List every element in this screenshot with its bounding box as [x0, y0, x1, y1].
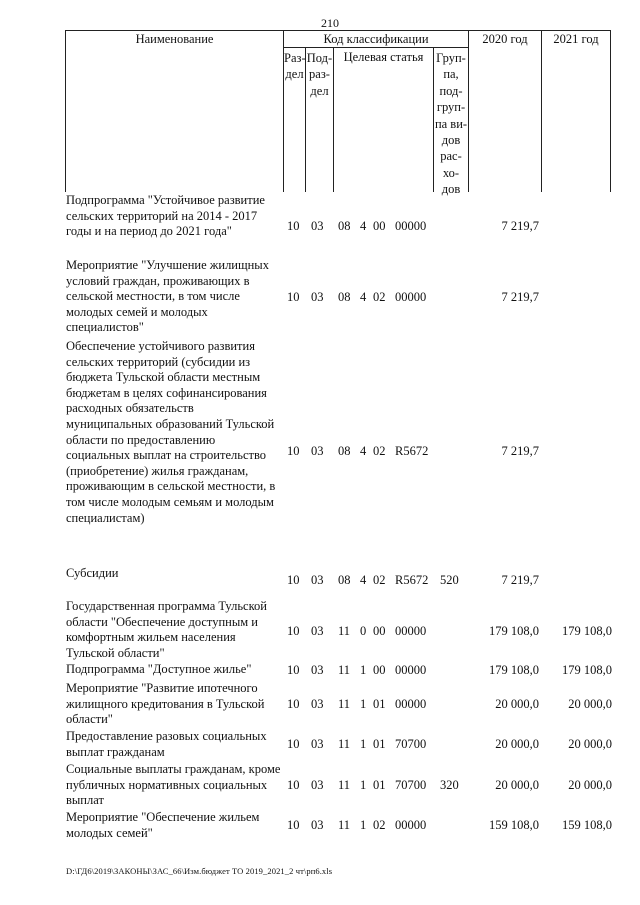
- cell-razdel: 10: [287, 219, 300, 233]
- header-2021: 2021 год: [553, 32, 599, 46]
- cell-2020: 7 219,7: [501, 444, 539, 458]
- row-name: Государственная программа Тульской области "Обеспечение доступным и комфортным жильем населения Тульской области": [66, 599, 267, 660]
- cell-target-4: R5672: [395, 573, 429, 587]
- cell-target-2: 1: [360, 663, 367, 677]
- cell-2021: 179 108,0: [562, 663, 612, 677]
- row-name: Социальные выплаты гражданам, кроме публичных нормативных социальных выплат: [66, 762, 281, 808]
- row-name: Мероприятие "Обеспечение жильем молодых семей": [66, 810, 260, 840]
- cell-group: 520: [440, 573, 459, 587]
- cell-podrazdel: 03: [311, 737, 324, 751]
- cell-target-1: 11: [338, 624, 351, 638]
- page-number: 210: [321, 16, 339, 30]
- cell-razdel: 10: [287, 778, 300, 792]
- cell-2020: 20 000,0: [495, 737, 539, 751]
- cell-target-4: 00000: [395, 290, 427, 304]
- cell-razdel: 10: [287, 624, 300, 638]
- cell-target-2: 4: [360, 444, 367, 458]
- cell-target-2: 0: [360, 624, 367, 638]
- cell-razdel: 10: [287, 737, 300, 751]
- cell-target-3: 01: [373, 697, 386, 711]
- cell-2020: 179 108,0: [489, 624, 539, 638]
- cell-podrazdel: 03: [311, 778, 324, 792]
- cell-2020: 7 219,7: [501, 219, 539, 233]
- cell-2020: 7 219,7: [501, 573, 539, 587]
- cell-razdel: 10: [287, 697, 300, 711]
- cell-target-1: 11: [338, 818, 351, 832]
- cell-target-3: 02: [373, 573, 386, 587]
- cell-2020: 7 219,7: [501, 290, 539, 304]
- cell-podrazdel: 03: [311, 624, 324, 638]
- cell-target-4: 00000: [395, 697, 427, 711]
- cell-target-1: 08: [338, 573, 351, 587]
- cell-group: 320: [440, 778, 459, 792]
- cell-razdel: 10: [287, 290, 300, 304]
- cell-target-3: 00: [373, 663, 386, 677]
- cell-target-3: 02: [373, 444, 386, 458]
- row-name: Субсидии: [66, 566, 119, 580]
- cell-target-4: 00000: [395, 624, 427, 638]
- cell-2020: 20 000,0: [495, 697, 539, 711]
- footer-file-path: D:\ГД6\2019\ЗАКОНЫ\ЗАС_66\Изм.бюджет ТО 2019_2021_2 чт\рп6.xls: [66, 866, 333, 876]
- cell-target-1: 11: [338, 737, 351, 751]
- cell-target-2: 1: [360, 778, 367, 792]
- cell-podrazdel: 03: [311, 219, 324, 233]
- cell-target-4: 70700: [395, 778, 427, 792]
- cell-target-4: 00000: [395, 219, 427, 233]
- cell-2020: 20 000,0: [495, 778, 539, 792]
- cell-podrazdel: 03: [311, 444, 324, 458]
- row-name: Предоставление разовых социальных выплат гражданам: [66, 729, 267, 759]
- cell-target-1: 11: [338, 697, 351, 711]
- row-name: Обеспечение устойчивого развития сельских территорий (субсидии из бюджета Тульской области местным бюджетам в целях софинансирования расходных обязательств муниципальных образований Тульской области по предоставлению социальных выплат на строительство (приобретение) жилья гражданам, проживающим в сельской местности, в том числе молодым семьям и молодым специалистам): [66, 339, 276, 525]
- cell-razdel: 10: [287, 444, 300, 458]
- header-name: Наименование: [135, 32, 214, 46]
- cell-target-4: 00000: [395, 818, 427, 832]
- cell-podrazdel: 03: [311, 663, 324, 677]
- cell-target-2: 1: [360, 818, 367, 832]
- cell-target-3: 02: [373, 818, 386, 832]
- cell-target-3: 01: [373, 778, 386, 792]
- cell-target-3: 00: [373, 219, 386, 233]
- cell-2021: 20 000,0: [568, 778, 612, 792]
- cell-2021: 159 108,0: [562, 818, 612, 832]
- cell-razdel: 10: [287, 573, 300, 587]
- header-podrazdel: Под- раз- дел: [306, 51, 333, 98]
- cell-razdel: 10: [287, 818, 300, 832]
- cell-2021: 179 108,0: [562, 624, 612, 638]
- header-2020: 2020 год: [482, 32, 528, 46]
- cell-target-1: 11: [338, 778, 351, 792]
- cell-target-4: 70700: [395, 737, 427, 751]
- cell-target-3: 01: [373, 737, 386, 751]
- cell-target-2: 4: [360, 219, 367, 233]
- cell-target-1: 08: [338, 290, 351, 304]
- cell-podrazdel: 03: [311, 573, 324, 587]
- cell-target-2: 1: [360, 697, 367, 711]
- cell-target-4: 00000: [395, 663, 427, 677]
- cell-target-1: 08: [338, 444, 351, 458]
- cell-podrazdel: 03: [311, 697, 324, 711]
- header-razdel: Раз- дел: [284, 51, 306, 82]
- cell-podrazdel: 03: [311, 818, 324, 832]
- cell-2021: 20 000,0: [568, 737, 612, 751]
- row-name: Подпрограмма "Доступное жилье": [66, 662, 252, 676]
- cell-target-1: 08: [338, 219, 351, 233]
- cell-target-2: 1: [360, 737, 367, 751]
- cell-target-2: 4: [360, 290, 367, 304]
- cell-target-2: 4: [360, 573, 367, 587]
- cell-razdel: 10: [287, 663, 300, 677]
- header-group: Груп- па, под- груп- па ви- дов рас- хо- дов: [434, 51, 468, 197]
- cell-target-1: 11: [338, 663, 351, 677]
- cell-2020: 159 108,0: [489, 818, 539, 832]
- header-target: Целевая статья: [343, 50, 424, 64]
- row-name: Мероприятие "Улучшение жилищных условий граждан, проживающих в сельской местности, в том числе молодых семей и молодых специалистов": [66, 258, 269, 335]
- row-name: Подпрограмма "Устойчивое развитие сельских территорий на 2014 - 2017 годы и на период до 2021 года": [66, 193, 265, 239]
- cell-podrazdel: 03: [311, 290, 324, 304]
- cell-target-3: 00: [373, 624, 386, 638]
- cell-2021: 20 000,0: [568, 697, 612, 711]
- cell-target-3: 02: [373, 290, 386, 304]
- row-name: Мероприятие "Развитие ипотечного жилищного кредитования в Тульской области": [66, 681, 265, 727]
- header-classification: Код классификации: [323, 32, 429, 46]
- cell-2020: 179 108,0: [489, 663, 539, 677]
- cell-target-4: R5672: [395, 444, 429, 458]
